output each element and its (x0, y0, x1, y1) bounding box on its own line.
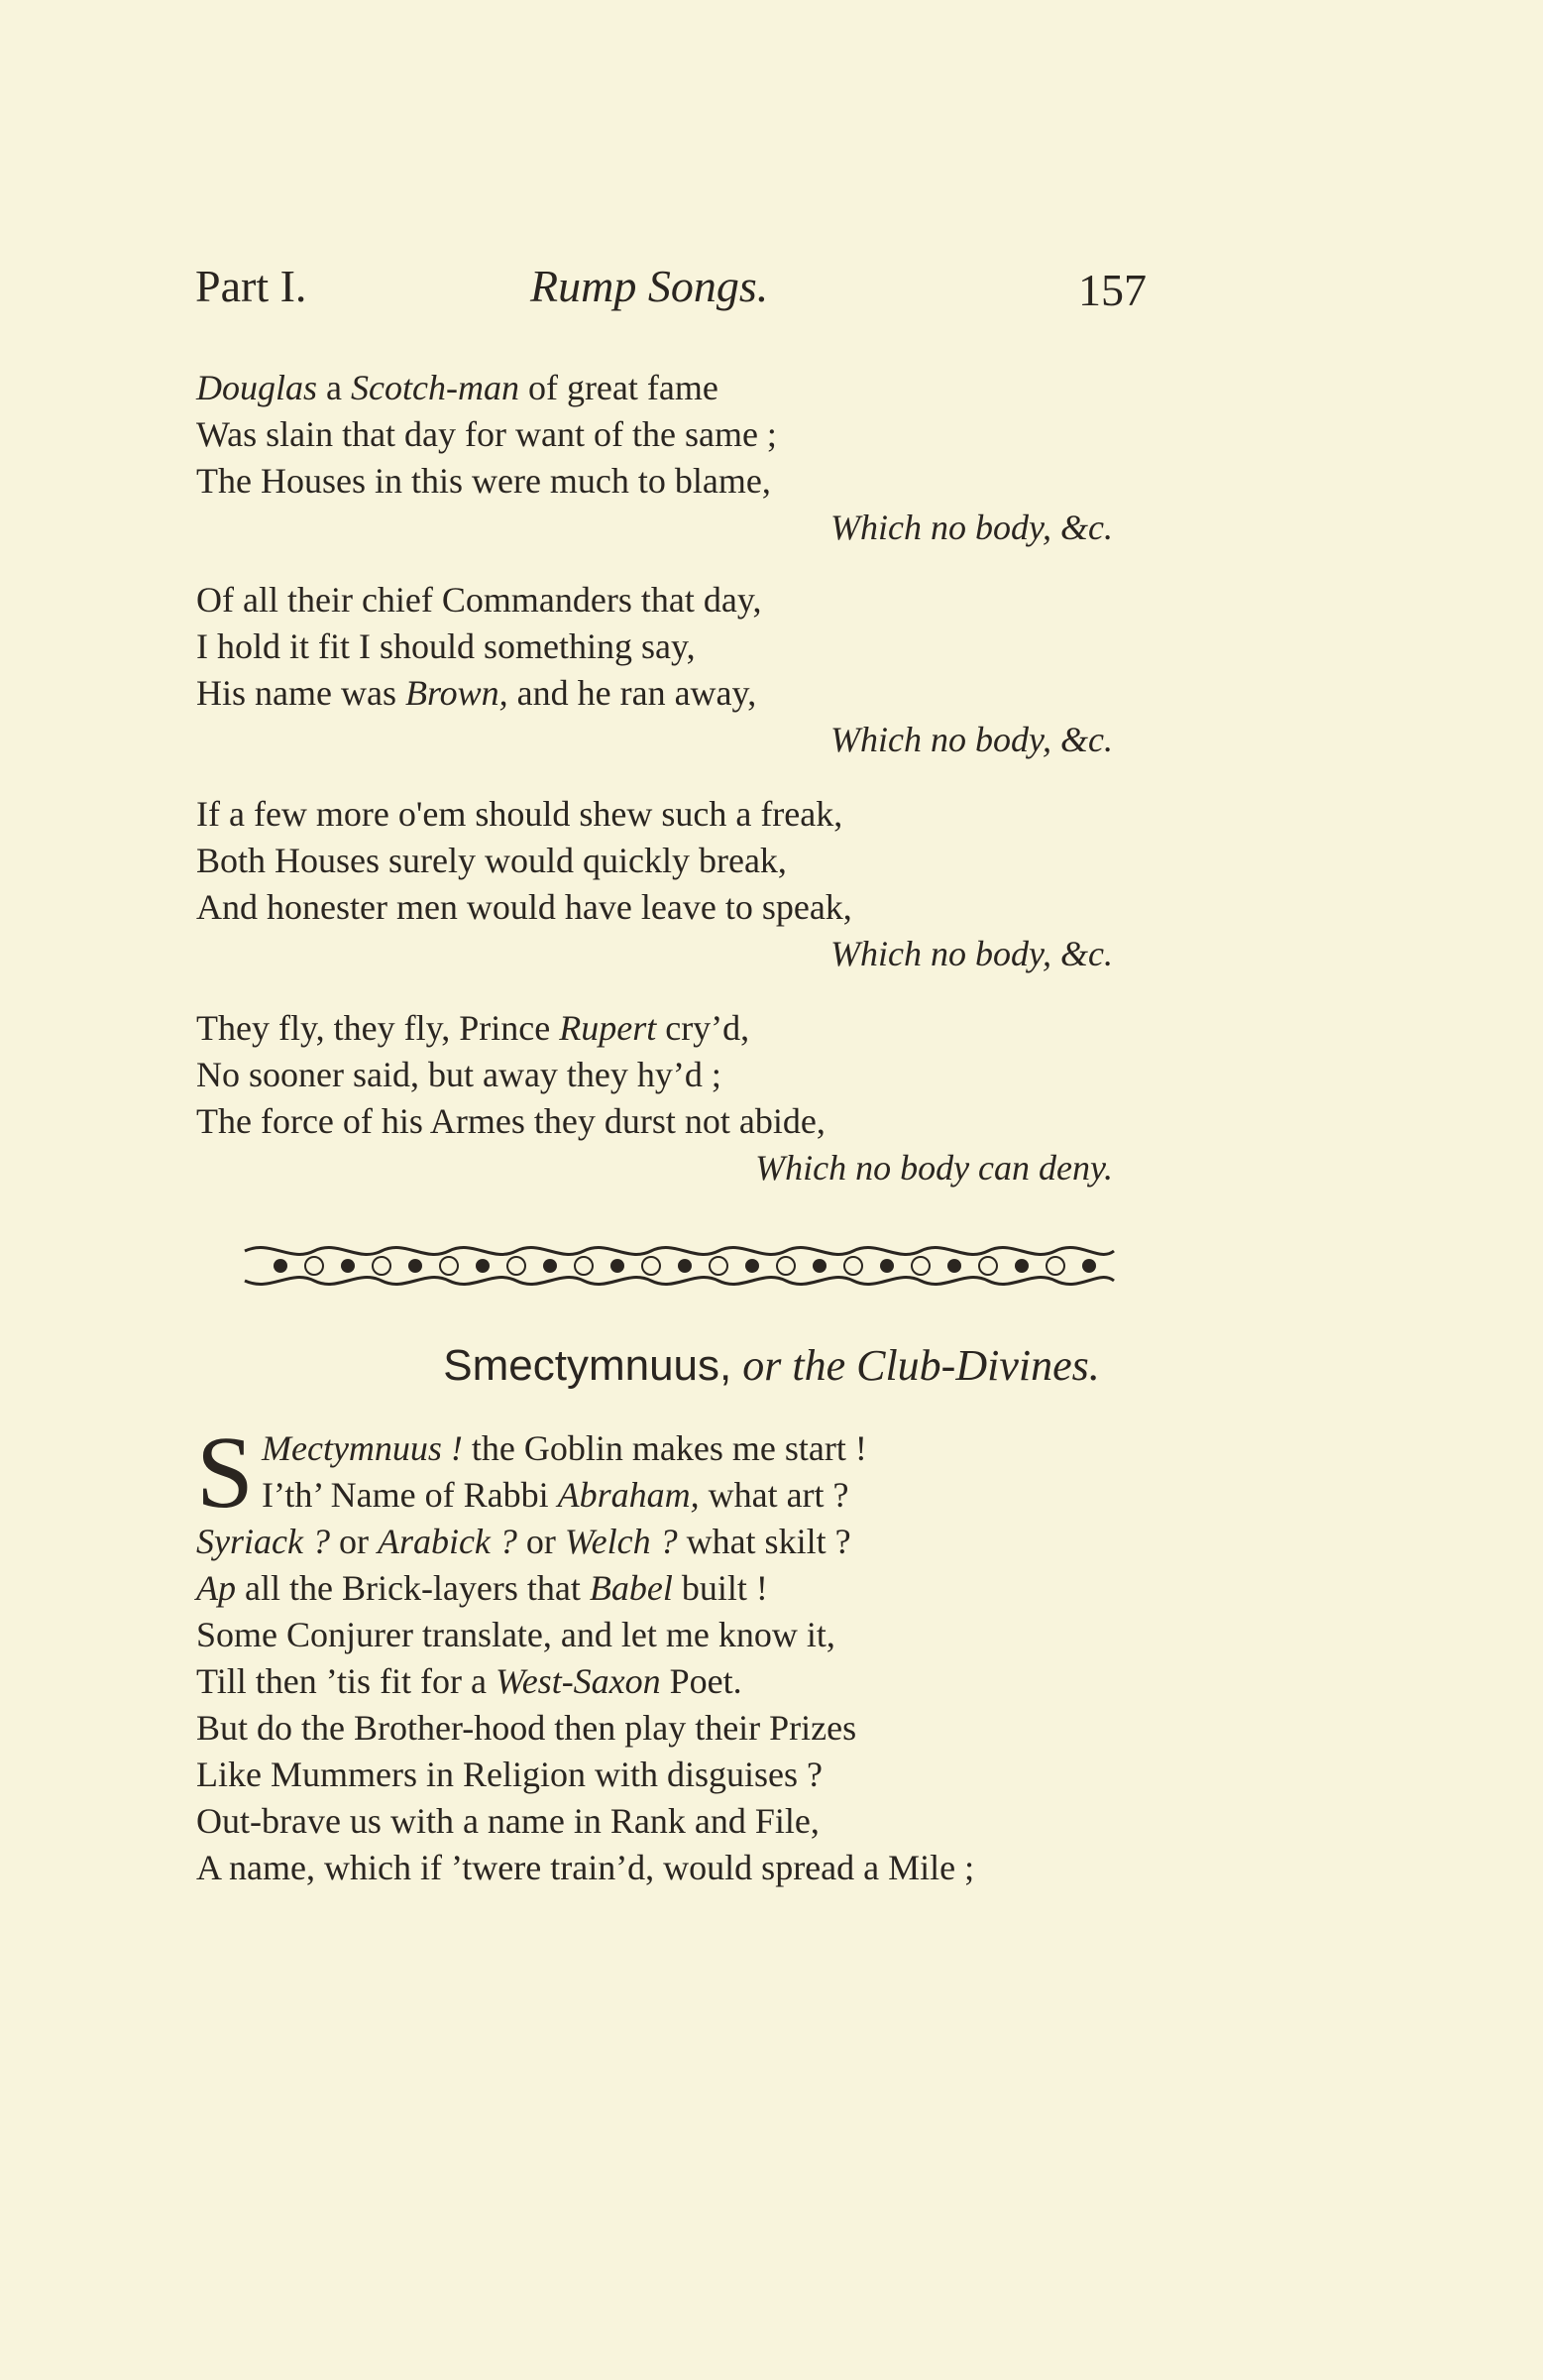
italic-text: Douglas (196, 368, 318, 407)
verse-text: or (516, 1522, 565, 1561)
verse-text: and he ran away, (507, 673, 757, 713)
decorative-ornament-band (241, 1237, 1118, 1295)
verse-line (196, 577, 1113, 623)
poem-title-main: Smectymnuus, (443, 1341, 732, 1390)
refrain-line: Which no body, &c. (830, 720, 1113, 759)
verse-text: a (317, 368, 351, 407)
running-header (195, 260, 1147, 329)
italic-text: Scotch-man (351, 368, 519, 407)
verse-line (196, 1612, 1128, 1658)
stanza (196, 365, 1113, 551)
verse-text: The Houses in this were much to blame, (196, 461, 771, 501)
italic-text: Brown, (404, 673, 508, 713)
verse-line (196, 884, 1113, 931)
part-label: Part I. (195, 261, 307, 311)
verse-line (196, 623, 1113, 670)
verse-line (196, 1098, 1113, 1145)
verse-text: the Goblin makes me start ! (462, 1428, 867, 1468)
verse-line (196, 1845, 1128, 1891)
italic-text: Babel (589, 1568, 673, 1608)
italic-text: Rupert (559, 1008, 657, 1048)
verse-line (196, 1705, 1128, 1752)
verse-line (196, 791, 1113, 838)
italic-text: Syriack ? (196, 1522, 330, 1561)
verse-text: Poet. (660, 1661, 742, 1701)
verse-line (196, 1472, 1128, 1519)
verse-line (196, 1425, 1128, 1472)
verse-text: what art ? (699, 1475, 849, 1515)
poem-title (0, 1340, 1543, 1391)
verse-text: Out-brave us with a name in Rank and File, (196, 1801, 820, 1841)
verse-line (196, 411, 1113, 458)
verse-text: Was slain that day for want of the same ; (196, 414, 777, 454)
verse-text: Both Houses surely would quickly break, (196, 841, 787, 880)
second-poem (196, 1416, 1128, 1891)
italic-text: Welch ? (564, 1522, 678, 1561)
verse-text: of great fame (518, 368, 718, 407)
verse-line (196, 1052, 1113, 1098)
italic-text: Ap (196, 1568, 236, 1608)
verse-text: Of all their chief Commanders that day, (196, 580, 762, 620)
verse-line (196, 838, 1113, 884)
verse-text: His name was (196, 673, 405, 713)
page-number: 157 (1078, 265, 1147, 315)
italic-text: Abraham, (557, 1475, 700, 1515)
verse-text: Till then ’tis fit for a (196, 1661, 496, 1701)
verse-text: I hold it fit I should something say, (196, 626, 696, 666)
verse-line (196, 458, 1113, 505)
verse-text: A name, which if ’twere train’d, would spread a Mile ; (196, 1848, 975, 1887)
verse-text: They fly, they fly, Prince (196, 1008, 560, 1048)
verse-line (196, 1658, 1128, 1705)
italic-text: Arabick ? (377, 1522, 517, 1561)
verse-text: But do the Brother-hood then play their Prizes (196, 1708, 857, 1748)
stanza (196, 791, 1113, 977)
italic-text: Mectymnuus ! (262, 1428, 463, 1468)
verse-line (196, 670, 1113, 717)
verse-text: built ! (672, 1568, 768, 1608)
verse-text: or (329, 1522, 378, 1561)
running-title: Rump Songs. (530, 261, 769, 311)
italic-text: West-Saxon (496, 1661, 661, 1701)
stanza (196, 577, 1113, 763)
verse-text: The force of his Armes they durst not abide, (196, 1101, 826, 1141)
verse-text: I’th’ Name of Rabbi (262, 1475, 558, 1515)
verse-text: If a few more o'em should shew such a freak, (196, 794, 843, 834)
refrain-line: Which no body can deny. (755, 1148, 1113, 1188)
verse-text: No sooner said, but away they hy’d ; (196, 1055, 721, 1094)
verse-line (196, 1519, 1128, 1565)
poem-title-subtitle: or the Club-Divines. (742, 1341, 1100, 1390)
verse-text: all the Brick-layers that (236, 1568, 590, 1608)
verse-text: Some Conjurer translate, and let me know it, (196, 1615, 835, 1654)
verse-line (196, 1565, 1128, 1612)
stanza (196, 1005, 1113, 1191)
verse-line (196, 1798, 1128, 1845)
verse-text: Like Mummers in Religion with disguises ? (196, 1755, 823, 1794)
verse-line (196, 1752, 1128, 1798)
verse-line (196, 365, 1113, 411)
refrain-line: Which no body, &c. (830, 934, 1113, 973)
drop-cap: S (196, 1416, 254, 1530)
verse-text: And honester men would have leave to speak, (196, 887, 852, 927)
verse-line (196, 1005, 1113, 1052)
verse-text: cry’d, (656, 1008, 750, 1048)
verse-text: what skilt ? (677, 1522, 851, 1561)
refrain-line: Which no body, &c. (830, 508, 1113, 547)
